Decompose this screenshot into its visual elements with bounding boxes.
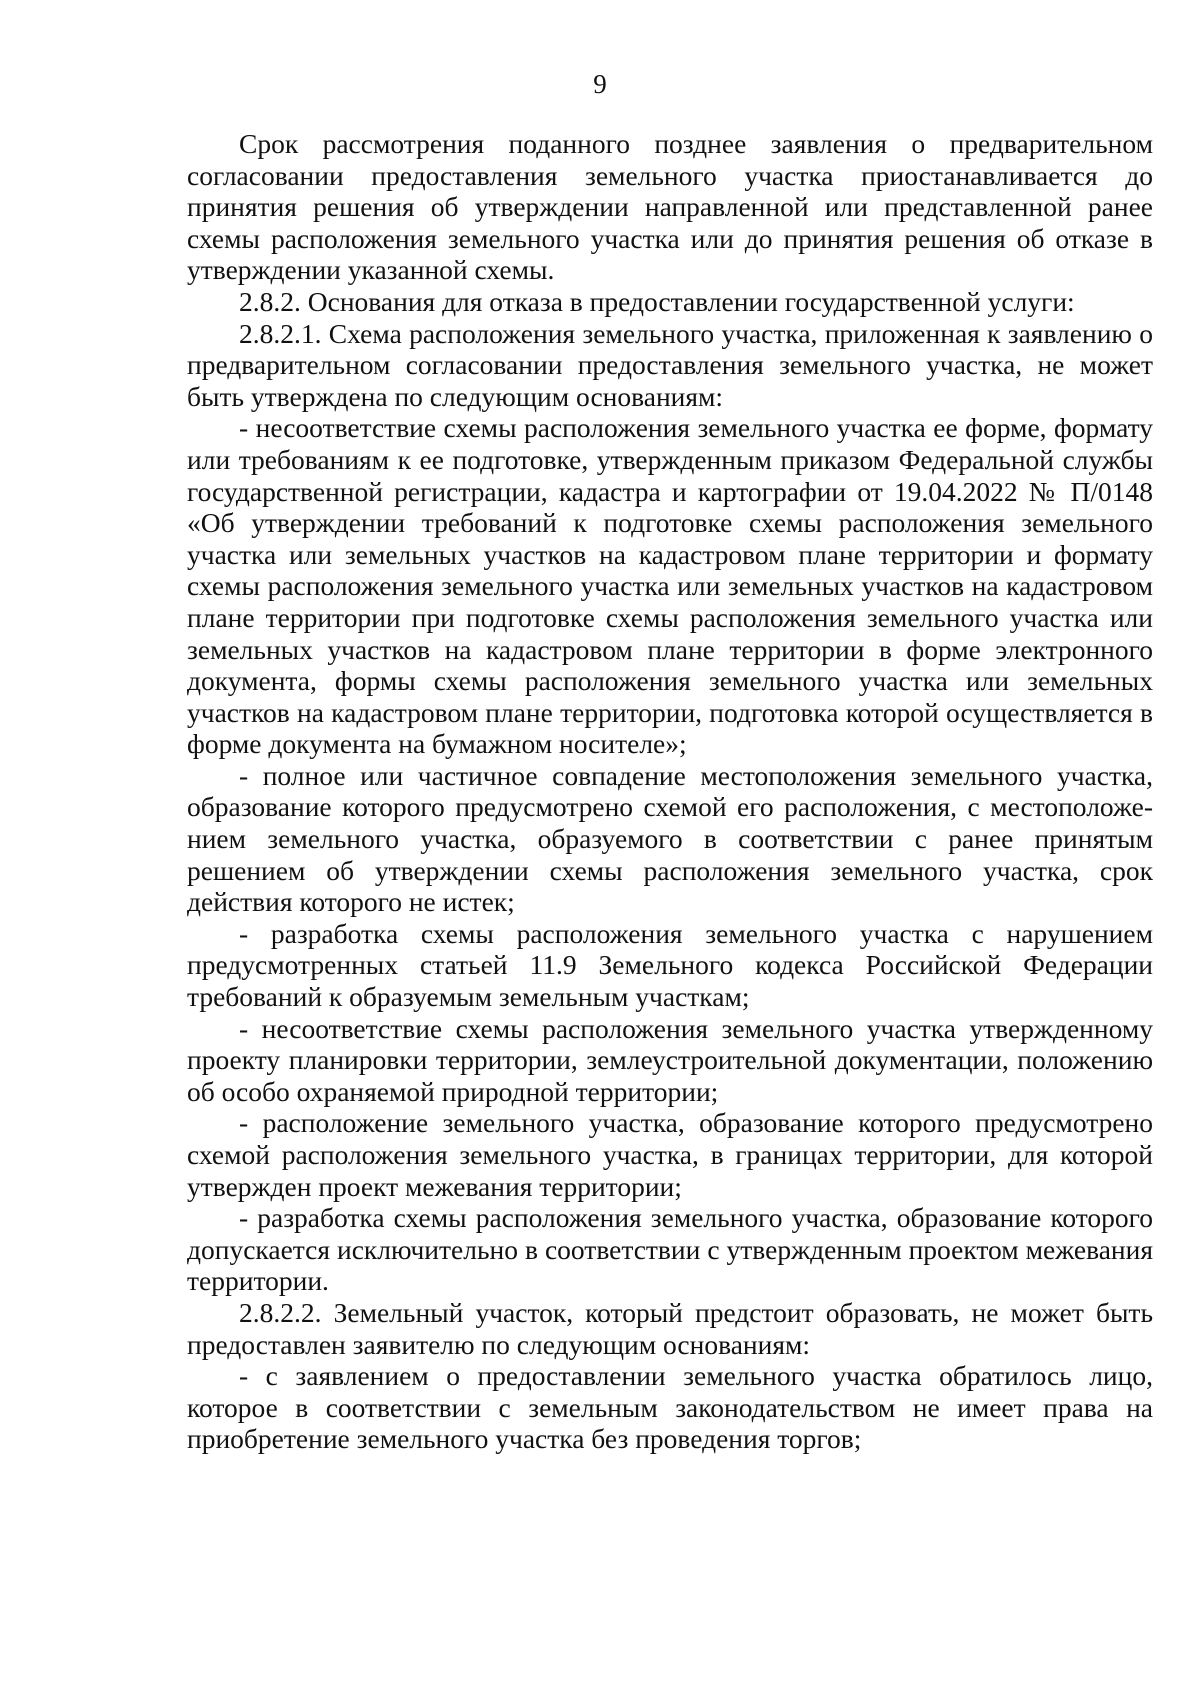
paragraph-review-period: Срок рассмотрения поданного позднее заявления о предварительном согласовании предоставления земельного участка приостанавливается до принятия решения об утверждении направленной или представленной ранее схемы расположения земельного участка или до принятия решения об отказе в утверждении указанной схемы. xyxy=(187,128,1153,286)
list-item-surveying-only: - разработка схемы расположения земельного участка, образование которого допускается исключительно в соответствии с утвержденным проектом межевания территории. xyxy=(187,1202,1153,1297)
document-body xyxy=(187,128,1153,1455)
list-item-surveying-project-area: - расположение земельного участка, образование которого предусмотрено схемой расположения земельного участка, в границах территории, для которой утвержден проект межевания территории; xyxy=(187,1107,1153,1202)
page-number: 9 xyxy=(593,69,607,99)
list-item-article-11-9-violation: - разработка схемы расположения земельного участка с нарушением предусмотренных статьей 11.9 Земельного кодекса Российской Федерации требований к образуемым земельным участкам; xyxy=(187,917,1153,1013)
list-item-location-overlap: - полное или частичное совпадение местоположения земельного участка, образование которого предусмотрено схемой его расположения, с местоположением земельного участка, образуемого в соответствии с ранее принятым решением об утверждении схемы расположения земельного участка, срок действия которого не истек; xyxy=(187,759,1153,918)
list-item-planning-nonconformity: - несоответствие схемы расположения земельного участка утвержденному проекту планировки территории, землеустроительной документации, положению об особо охраняемой природной территории; xyxy=(187,1012,1153,1107)
list-item-no-right-without-auction: - с заявлением о предоставлении земельного участка обратилось лицо, которое в соответствии с земельным законодательством не имеет права на приобретение земельного участка без проведения торгов; xyxy=(187,1360,1153,1455)
list-item-nonconformity-format: - несоответствие схемы расположения земельного участка ее форме, формату или требованиям к ее подготовке, утвержденным приказом Федеральной службы государственной регистрации, кадастра и картографии от 19.04.2022 № П/0148 «Об утверждении требований к подготовке схемы расположения земельного участка или земельных участков на кадастровом плане территории и формату схемы расположения земельного участка или земельных участков на кадастровом плане территории при подготовке схемы расположения земельного участка или земельных участков на кадастровом плане территории в форме электронного документа, формы схемы расположения земельного участка или земельных участков на кадастровом плане территории, подготовка которой осуществляется в форме документа на бумажном носителе»; xyxy=(187,412,1153,760)
paragraph-2-8-2: 2.8.2. Основания для отказа в предоставлении государственной услуги: xyxy=(239,285,1075,317)
paragraph-2-8-2-1: 2.8.2.1. Схема расположения земельного участка, приложенная к заявлению о предварительном согласовании предоставления земельного участка, не может быть утверждена по следующим основаниям: xyxy=(187,317,1153,412)
paragraph-2-8-2-2: 2.8.2.2. Земельный участок, который предстоит образовать, не может быть предоставлен заявителю по следующим основаниям: xyxy=(187,1296,1153,1360)
